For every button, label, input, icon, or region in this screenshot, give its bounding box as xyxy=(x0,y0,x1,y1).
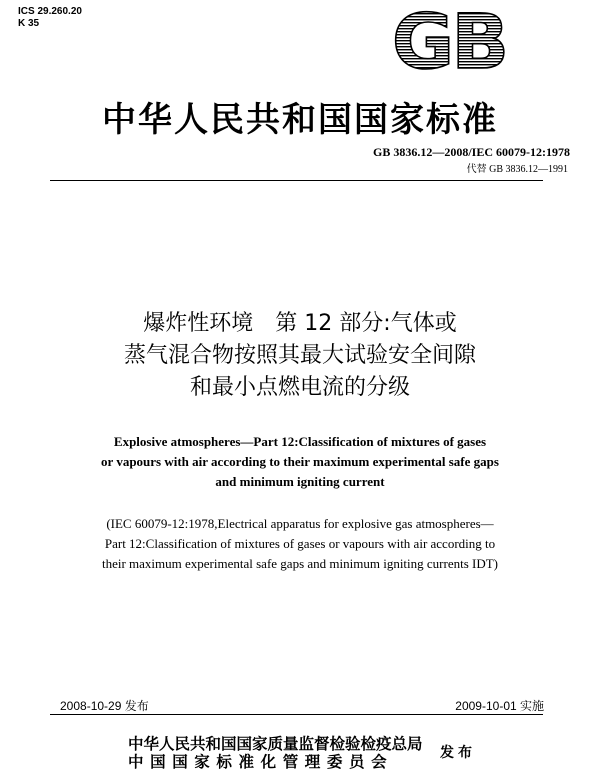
ics-code: ICS 29.260.20 xyxy=(18,6,82,17)
national-standard-title: 中华人民共和国国家标准 xyxy=(102,100,498,140)
iec-note-line-2: Part 12:Classification of mixtures of gases or vapours with air according to xyxy=(104,536,496,551)
ics-block xyxy=(18,6,82,30)
english-title-line-3: and minimum igniting current xyxy=(215,474,385,489)
footer-divider xyxy=(50,714,543,715)
standard-number: GB 3836.12—2008/IEC 60079-12:1978 xyxy=(372,145,570,159)
english-title-line-2: or vapours with air according to their maximum experimental safe gaps xyxy=(101,454,499,469)
issuer-sac: 中国国家标准化管理委员会 xyxy=(128,753,394,771)
implementation-date: 2009-10-01 实施 xyxy=(455,699,544,713)
chinese-title-line-2: 蒸气混合物按照其最大试验安全间隙 xyxy=(123,343,476,368)
gb-logo-text: GB xyxy=(391,4,507,74)
chinese-title-line-3: 和最小点燃电流的分级 xyxy=(189,375,410,400)
iec-note-line-3: their maximum experimental safe gaps and minimum igniting currents IDT) xyxy=(101,556,499,571)
chinese-title xyxy=(0,308,600,404)
iec-equivalence-note xyxy=(0,514,600,574)
chinese-title-line-1: 爆炸性环境 第 12 部分:气体或 xyxy=(143,311,457,336)
issued-label: 发布 xyxy=(440,745,476,761)
issuer-aqsiq: 中华人民共和国国家质量监督检验检疫总局 xyxy=(128,735,423,753)
iec-note-line-1: (IEC 60079-12:1978,Electrical apparatus for explosive gas atmospheres— xyxy=(106,516,494,531)
replaces-note: 代替 GB 3836.12—1991 xyxy=(466,164,568,175)
classification-code: K 35 xyxy=(18,18,40,29)
publication-date: 2008-10-29 发布 xyxy=(60,699,149,713)
gb-logo xyxy=(388,4,510,74)
header-divider xyxy=(50,180,543,181)
english-title-line-1: Explosive atmospheres—Part 12:Classification of mixtures of gases xyxy=(113,434,487,449)
english-title xyxy=(0,432,600,492)
